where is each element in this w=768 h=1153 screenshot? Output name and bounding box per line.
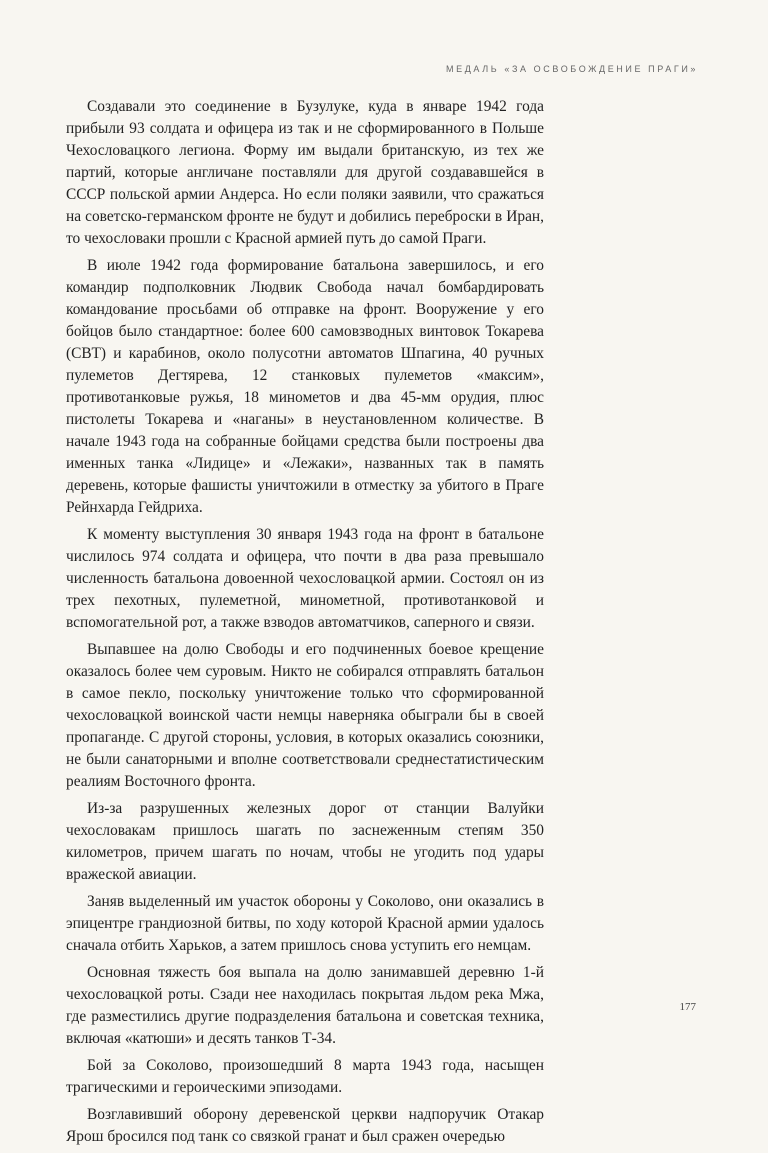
body-text <box>66 96 544 1153</box>
paragraph: Из-за разрушенных железных дорог от станции Валуйки чехословакам пришлось шагать по заснеженным степям 350 километров, причем шагать по ночам, чтобы не угодить под удары вражеской авиации. <box>66 800 544 883</box>
paragraph: Заняв выделенный им участок обороны у Соколово, они оказались в эпицентре грандиозной битвы, по ходу которой Красной армии удалось сначала отбить Харьков, а затем пришлось снова уступить его немцам. <box>66 893 544 954</box>
paragraph: Возглавивший оборону деревенской церкви надпоручик Отакар Ярош бросился под танк со связкой гранат и был сражен очередью <box>66 1106 544 1145</box>
paragraph: Создавали это соединение в Бузулуке, куда в январе 1942 года прибыли 93 солдата и офицера из так и не сформированного в Польше Чехословацкого легиона. Форму им выдали британскую, из тех же партий, которые англичане поставляли для другой создававшейся в СССР польской армии Андерса. Но если поляки заявили, что сражаться на советско-германском фронте не будут и добились переброски в Иран, то чехословаки прошли с Красной армией путь до самой Праги. <box>66 98 544 247</box>
paragraph: Выпавшее на долю Свободы и его подчиненных боевое крещение оказалось более чем суровым. Никто не собирался отправлять батальон в самое пекло, поскольку уничтожение только что сформированной чехословацкой воинской части немцы наверняка обыграли бы в своей пропаганде. С другой стороны, условия, в которых оказались союзники, не были санаторными и вполне соответствовали среднестатистическим реалиям Восточного фронта. <box>66 641 544 790</box>
paragraph: К моменту выступления 30 января 1943 года на фронт в батальоне числилось 974 солдата и офицера, что почти в два раза превышало численность батальона довоенной чехословацкой армии. Состоял он из трех пехотных, пулеметной, минометной, противотанковой и вспомогательной рот, а также взводов автоматчиков, саперного и связи. <box>66 526 544 631</box>
paragraph: В июле 1942 года формирование батальона завершилось, и его командир подполковник Людвик Свобода начал бомбардировать командование просьбами об отправке на фронт. Вооружение у его бойцов было стандартное: более 600 самовзводных винтовок Токарева (СВТ) и карабинов, около полусотни автоматов Шпагина, 40 ручных пулеметов Дегтярева, 12 станковых пулеметов «максим», противотанковые ружья, 18 минометов и два 45-мм орудия, плюс пистолеты Токарева и «наганы» в неустановленном количестве. В начале 1943 года на собранные бойцами средства были построены два именных танка «Лидице» и «Лежаки», названных так в память деревень, которые фашисты уничтожили в отместку за убитого в Праге Рейнхарда Гейдриха. <box>66 257 544 516</box>
paragraph: Бой за Соколово, произошедший 8 марта 1943 года, насыщен трагическими и героическими эпизодами. <box>66 1057 544 1096</box>
paragraph: Основная тяжесть боя выпала на долю занимавшей деревню 1-й чехословацкой роты. Сзади нее находилась покрытая льдом река Мжа, где разместились другие подразделения батальона и советская техника, включая «катюши» и десять танков Т-34. <box>66 964 544 1047</box>
page-number: 177 <box>679 1001 696 1013</box>
running-header: МЕДАЛЬ «ЗА ОСВОБОЖДЕНИЕ ПРАГИ» <box>446 64 698 74</box>
